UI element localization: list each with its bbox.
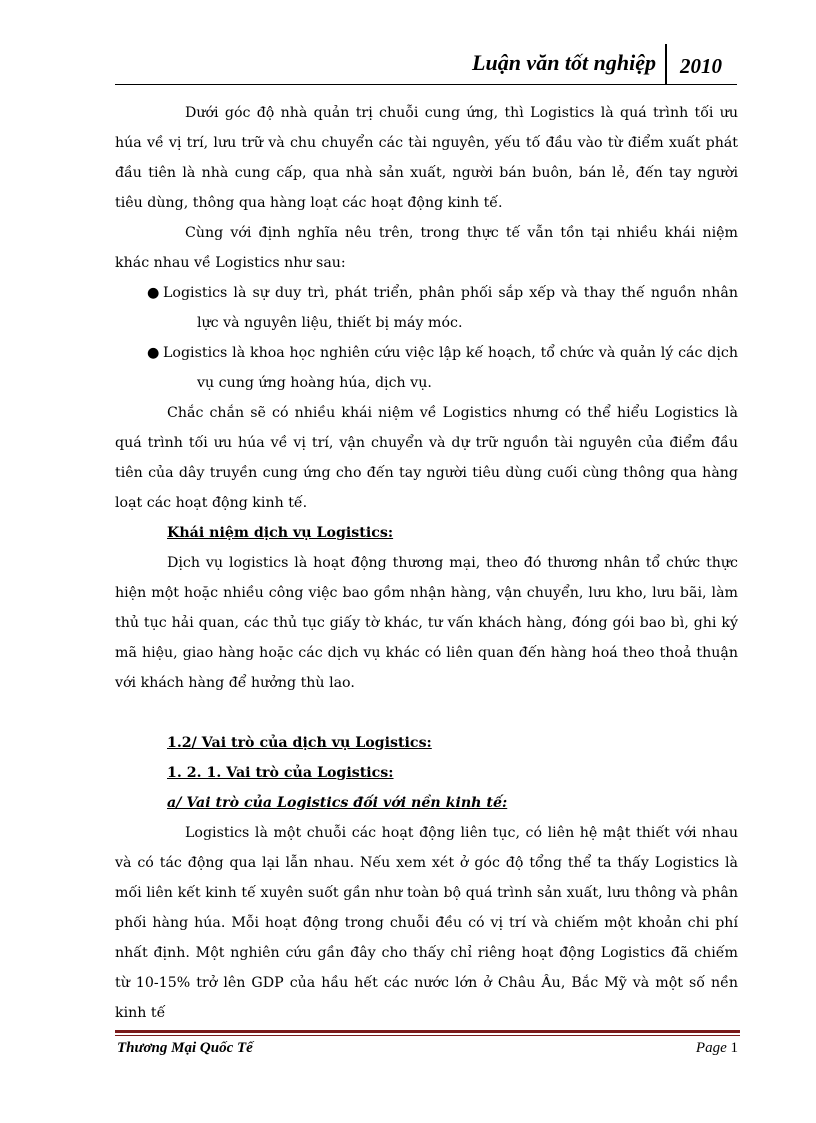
bullet-text: Logistics là sự duy trì, phát triển, phân phối sắp xếp và thay thế nguồn nhân lực và nguyên liệu, thiết bị máy móc. xyxy=(163,285,738,331)
page-label: Page xyxy=(695,1040,727,1056)
paragraph-service-definition: Dịch vụ logistics là hoạt động thương mại, theo đó thương nhân tổ chức thực hiện một hoặc nhiều công việc bao gồm nhận hàng, vận chuyển, lưu kho, lưu bãi, làm thủ tục hải quan, các thủ tục giấy tờ khác, tư vấn khách hàng, đóng gói bao bì, ghi ký mã hiệu, giao hàng hoặc các dịch vụ khác có liên quan đến hàng hoá theo thoả thuận với khách hàng để hưởng thù lao. xyxy=(115,555,738,691)
page-number: 1 xyxy=(730,1040,738,1056)
heading-section-1-2: 1.2/ Vai trò của dịch vụ Logistics: xyxy=(167,735,432,751)
footer-page xyxy=(600,1040,738,1057)
footer-subject: Thương Mại Quốc Tế xyxy=(117,1040,253,1056)
bullet-icon: ● xyxy=(147,285,160,301)
bullet-item xyxy=(147,338,738,398)
header-year: 2010 xyxy=(680,54,722,78)
paragraph-economy-role: Logistics là một chuỗi các hoạt động liên tục, có liên hệ mật thiết với nhau và có tác động qua lại lẫn nhau. Nếu xem xét ở góc độ tổng thể ta thấy Logistics là mối liên kết kinh tế xuyên suốt gần như toàn bộ quá trình sản xuất, lưu thông và phân phối hàng húa. Mỗi hoạt động trong chuỗi đều có vị trí và chiếm một khoản chi phí nhất định. Một nghiên cứu gần đây cho thấy chỉ riêng hoạt động Logistics đã chiếm từ 10-15% trở lên GDP của hầu hết các nước lớn ở Châu Âu, Bắc Mỹ và một số nền kinh tế xyxy=(115,825,738,1021)
footer-rule-thin xyxy=(115,1035,740,1036)
bullet-text: Logistics là khoa học nghiên cứu việc lập kế hoạch, tổ chức và quản lý các dịch vụ cung ứng hoàng húa, dịch vụ. xyxy=(163,345,738,391)
bullet-icon: ● xyxy=(147,345,160,361)
document-body xyxy=(115,98,738,1028)
heading-economy-role: a/ Vai trò của Logistics đối với nền kinh tế: xyxy=(167,795,508,811)
header-title: Luận văn tốt nghiệp xyxy=(472,50,656,75)
heading-section-1-2-1: 1. 2. 1. Vai trò của Logistics: xyxy=(167,765,394,781)
header-divider xyxy=(665,44,667,84)
paragraph-other-concepts: Cùng với định nghĩa nêu trên, trong thực tế vẫn tồn tại nhiều khái niệm khác nhau về Logistics như sau: xyxy=(115,225,738,271)
bullet-item xyxy=(147,278,738,338)
heading-service-concept: Khái niệm dịch vụ Logistics: xyxy=(167,525,394,541)
paragraph-supply-chain-definition: Dưới góc độ nhà quản trị chuỗi cung ứng, thì Logistics là quá trình tối ưu húa về vị trí, lưu trữ và chu chuyển các tài nguyên, yếu tố đầu vào từ điểm xuất phát đầu tiên là nhà cung cấp, qua nhà sản xuất, người bán buôn, bán lẻ, đến tay người tiêu dùng, thông qua hàng loạt các hoạt động kinh tế. xyxy=(115,105,738,211)
spacer xyxy=(115,698,738,728)
paragraph-logistics-summary: Chắc chắn sẽ có nhiều khái niệm về Logistics nhưng có thể hiểu Logistics là quá trình tối ưu húa về vị trí, vận chuyển và dự trữ nguồn tài nguyên của điểm đầu tiên của dây truyền cung ứng cho đến tay người tiêu dùng cuối cùng thông qua hàng loạt các hoạt động kinh tế. xyxy=(115,405,738,511)
footer-rule-thick xyxy=(115,1030,740,1033)
header-rule xyxy=(115,84,737,85)
